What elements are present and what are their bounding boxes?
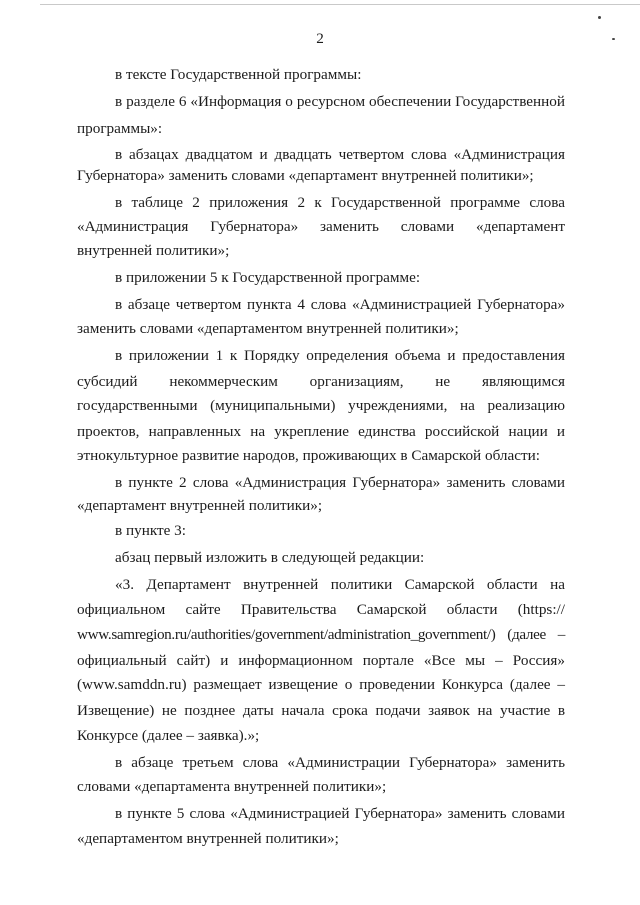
page-number: 2 xyxy=(316,30,324,47)
text-line: субсидий некоммерческим организациям, не являющимся xyxy=(77,373,565,390)
text-line: Конкурсе (далее – заявка).»; xyxy=(77,727,260,744)
text-line: официальном сайте Правительства Самарской области (https:// xyxy=(77,601,565,618)
text-line: государственными (муниципальными) учреждениями, на реализацию xyxy=(77,397,565,414)
scan-artifact-dot xyxy=(598,16,601,19)
text-line: в абзаце третьем слова «Администрации Губернатора» заменить xyxy=(115,754,565,771)
text-line: «департаментом внутренней политики»; xyxy=(77,830,339,847)
text-line: «департамент внутренней политики»; xyxy=(77,497,323,514)
text-line: проектов, направленных на укрепление единства российской нации и xyxy=(77,423,565,440)
text-line: абзац первый изложить в следующей редакции: xyxy=(115,549,425,566)
text-line: официальный сайт) и информационном портале «Все мы – Россия» xyxy=(77,652,565,669)
text-line: в абзаце четвертом пункта 4 слова «Администрацией Губернатора» xyxy=(115,296,565,313)
text-line: в таблице 2 приложения 2 к Государственной программе слова xyxy=(115,194,565,211)
text-line: в тексте Государственной программы: xyxy=(115,66,362,83)
text-line: Извещение) не позднее даты начала срока подачи заявок на участие в xyxy=(77,702,565,719)
scan-artifact-line xyxy=(40,4,640,5)
text-line: заменить словами «департаментом внутренней политики»; xyxy=(77,320,459,337)
text-line: в пункте 5 слова «Администрацией Губернатора» заменить словами xyxy=(115,805,565,822)
text-line: этнокультурное развитие народов, проживающих в Самарской области: xyxy=(77,447,540,464)
text-line: программы»: xyxy=(77,120,163,137)
text-line: словами «департамента внутренней политики»; xyxy=(77,778,387,795)
text-line: в пункте 3: xyxy=(115,522,186,539)
text-line: «3. Департамент внутренней политики Самарской области на xyxy=(115,576,565,593)
text-line: в пункте 2 слова «Администрация Губернатора» заменить словами xyxy=(115,474,565,491)
text-line: в абзацах двадцатом и двадцать четвертом слова «Администрация xyxy=(115,146,565,163)
text-line: (www.samddn.ru) размещает извещение о проведении Конкурса (далее – xyxy=(77,676,565,693)
text-line: в приложении 5 к Государственной программе: xyxy=(115,269,421,286)
text-line: «Администрация Губернатора» заменить словами «департамент xyxy=(77,218,565,235)
text-line: Губернатора» заменить словами «департамент внутренней политики»; xyxy=(77,167,534,184)
text-line: www.samregion.ru/authorities/government/administration_government/) (далее – xyxy=(77,626,565,643)
text-line: внутренней политики»; xyxy=(77,242,230,259)
text-line: в приложении 1 к Порядку определения объема и предоставления xyxy=(115,347,565,364)
text-line: в разделе 6 «Информация о ресурсном обеспечении Государственной xyxy=(115,93,565,110)
